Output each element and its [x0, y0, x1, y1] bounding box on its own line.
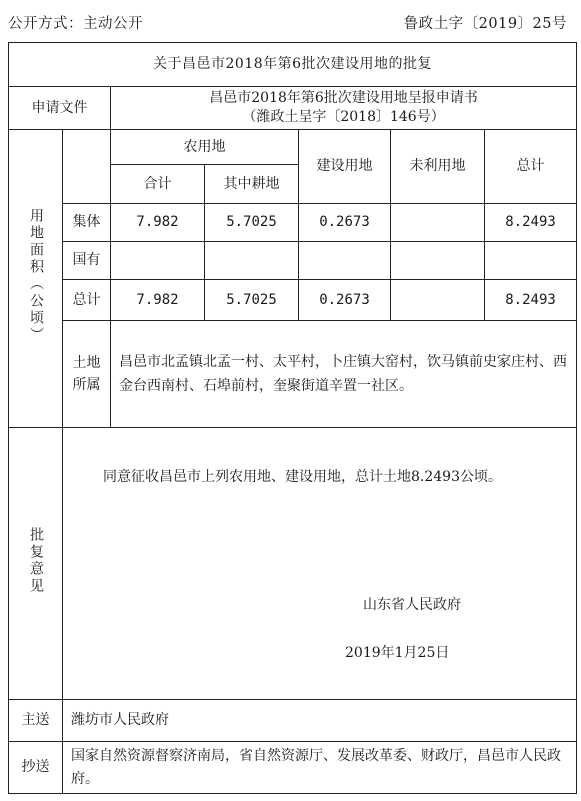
application-label: 申请文件 [9, 87, 111, 130]
area-label-cell [9, 130, 63, 428]
table-row [9, 242, 577, 280]
unused-value [391, 204, 485, 242]
unused-value [391, 242, 485, 280]
total-value [485, 242, 577, 280]
opinion-cell [63, 428, 577, 700]
row-label: 国有 [63, 242, 111, 280]
copy-send-value: 国家自然资源督察济南局，省自然资源厅、发展改革委、财政厅，昌邑市人民政府。 [63, 742, 577, 794]
unused-value [391, 280, 485, 321]
location-text: 昌邑市北孟镇北孟一村、太平村，卜庄镇大窑村，饮马镇前史家庄村、西金台西南村、石埠前村，奎聚街道辛置一社区。 [111, 321, 577, 428]
agri-land-header: 农用地 [111, 130, 299, 165]
subtotal-value [111, 242, 205, 280]
issuer: 山东省人民政府 [363, 597, 461, 613]
opinion-label: 批复意见 [27, 526, 44, 595]
construction-land-header: 建设用地 [299, 130, 391, 204]
opinion-text: 同意征收昌邑市上列农用地、建设用地，总计土地8.2493公顷。 [103, 469, 502, 485]
document-title: 关于昌邑市2018年第6批次建设用地的批复 [9, 43, 577, 87]
row-label: 集体 [63, 204, 111, 242]
construction-value: 0.2673 [299, 204, 391, 242]
table-row [9, 280, 577, 321]
area-header-blank [63, 130, 111, 204]
farmland-value [205, 242, 299, 280]
farmland-value: 5.7025 [205, 204, 299, 242]
application-line1: 昌邑市2018年第6批次建设用地呈报申请书 [209, 90, 478, 107]
farmland-header: 其中耕地 [205, 165, 299, 204]
total-value: 8.2493 [485, 280, 577, 321]
area-label: 用地面积（公顷） [27, 207, 44, 344]
subtotal-value: 7.982 [111, 204, 205, 242]
application-document [111, 87, 577, 130]
total-header: 总计 [485, 130, 577, 204]
farmland-value: 5.7025 [205, 280, 299, 321]
issue-date: 2019年1月25日 [345, 645, 450, 661]
subtotal-value: 7.982 [111, 280, 205, 321]
location-label: 土地所属 [72, 354, 101, 393]
disclosure-method: 公开方式：主动公开 [8, 16, 143, 32]
approval-table [8, 42, 577, 794]
construction-value: 0.2673 [299, 280, 391, 321]
application-line2: （潍政土呈字〔2018〕146号） [242, 109, 445, 125]
location-label-cell [63, 321, 111, 428]
row-label: 总计 [63, 280, 111, 321]
document-number: 鲁政土字〔2019〕25号 [403, 16, 567, 32]
subtotal-header: 合计 [111, 165, 205, 204]
construction-value [299, 242, 391, 280]
main-send-value: 潍坊市人民政府 [63, 700, 577, 742]
table-row [9, 204, 577, 242]
unused-land-header: 未利用地 [391, 130, 485, 204]
copy-send-label: 抄送 [9, 742, 63, 794]
total-value: 8.2493 [485, 204, 577, 242]
opinion-label-cell [9, 428, 63, 700]
main-send-label: 主送 [9, 700, 63, 742]
